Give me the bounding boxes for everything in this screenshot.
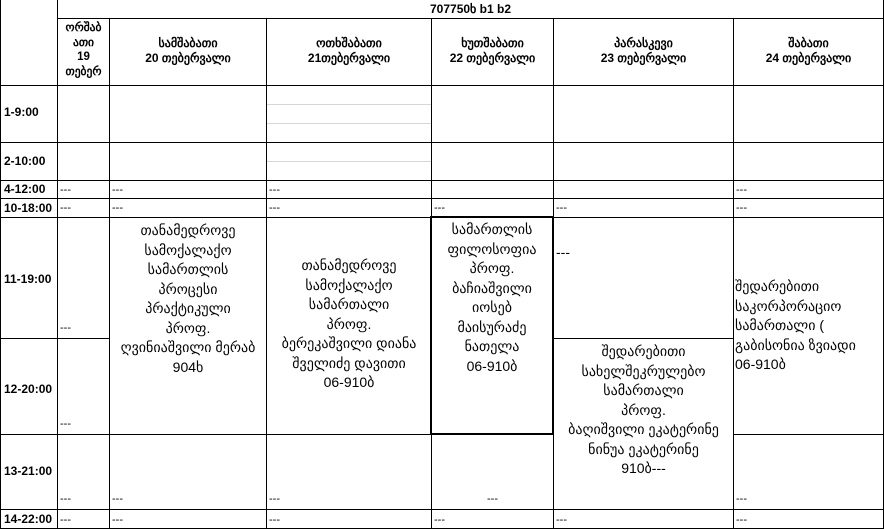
grid-line (0, 0, 1, 529)
empty-cell: --- (112, 493, 123, 505)
grid-line (0, 85, 884, 86)
empty-cell: --- (60, 202, 71, 214)
lecture-wednesday[interactable]: თანამედროვე სამოქალაქო სამართალი პროფ. ბერეკაშვილი დიანა შველიძე დავითი 06-910ბ (281, 257, 417, 390)
grid-line (553, 338, 734, 339)
time-slot: 11-19:00 (4, 272, 52, 286)
grid-line (0, 142, 884, 143)
empty-cell: --- (269, 184, 280, 196)
grid-line (0, 198, 884, 199)
lecture-saturday[interactable]: შედარებითი საკორპორაციო სამართალი ( გაბისონია ზვიადი 06-910ბ (735, 278, 856, 372)
day-header-friday: პარასკევი 23 თებერვალი (600, 36, 687, 65)
day-header-monday: ორშაბ ათი 19 თებერ (65, 22, 102, 78)
empty-cell: --- (556, 514, 567, 526)
grid-line (267, 161, 431, 162)
grid-line (57, 0, 58, 529)
empty-cell: --- (434, 514, 445, 526)
empty-cell: --- (736, 202, 747, 214)
empty-cell: --- (736, 184, 747, 196)
empty-cell: --- (60, 418, 71, 430)
lecture-tuesday[interactable]: თანამედროვე სამოქალაქო სამართლის პროცესი პრაქტიკული პროფ. ღვინიაშვილი მერაბ 904ხ (120, 222, 256, 375)
time-slot: 10-18:00 (4, 201, 53, 215)
group-title: 707750ხ b1 b2 (430, 2, 511, 16)
empty-cell: --- (269, 514, 280, 526)
empty-cell: --- (60, 184, 71, 196)
empty-cell: --- (736, 493, 747, 505)
grid-line (57, 18, 884, 19)
grid-line (733, 434, 884, 435)
grid-line (0, 338, 110, 339)
empty-cell: --- (60, 514, 71, 526)
grid-line (267, 123, 431, 124)
grid-line (109, 434, 267, 435)
empty-cell: --- (60, 493, 71, 505)
time-slot: 12-20:00 (4, 382, 53, 396)
time-slot: 2-10:00 (4, 154, 46, 168)
day-header-tuesday: სამშაბათი 20 თებერვალი (145, 36, 231, 65)
empty-cell: --- (487, 493, 498, 505)
day-header-wednesday: ოთხშაბათი 21თებერვალი (307, 36, 391, 65)
day-header-thursday: ხუთშაბათი 22 თებერვალი (449, 36, 536, 65)
time-slot: 4-12:00 (4, 182, 46, 196)
grid-line (0, 434, 110, 435)
empty-cell: --- (112, 514, 123, 526)
empty-cell: --- (556, 202, 567, 214)
empty-cell: --- (556, 244, 570, 260)
empty-cell: --- (269, 493, 280, 505)
time-slot: 13-21:00 (4, 464, 53, 478)
grid-line (266, 434, 432, 435)
time-slot: 14-22:00 (4, 512, 53, 526)
time-slot: 1-9:00 (4, 105, 39, 119)
grid-line (733, 18, 734, 529)
day-header-saturday: შაბათი 24 თებერვალი (765, 36, 852, 65)
empty-cell: --- (736, 514, 747, 526)
lecture-friday[interactable]: შედარებითი სახელშეკრულებო სამართალი პროფ. ბაღიშვილი ეკატერინე ნინუა ეკატერინე 910ბ--- (568, 343, 719, 476)
empty-cell: --- (434, 202, 445, 214)
empty-cell: --- (269, 202, 280, 214)
lecture-thursday[interactable]: სამართლის ფილოსოფია პროფ. ბაჩიაშვილი იოსებ მაისურაძე ნათელა 06-910ბ (430, 216, 554, 435)
grid-line (0, 509, 884, 510)
grid-line (0, 180, 884, 181)
empty-cell: --- (112, 202, 123, 214)
empty-cell: --- (112, 184, 123, 196)
empty-cell: --- (60, 322, 71, 334)
grid-line (267, 104, 431, 105)
